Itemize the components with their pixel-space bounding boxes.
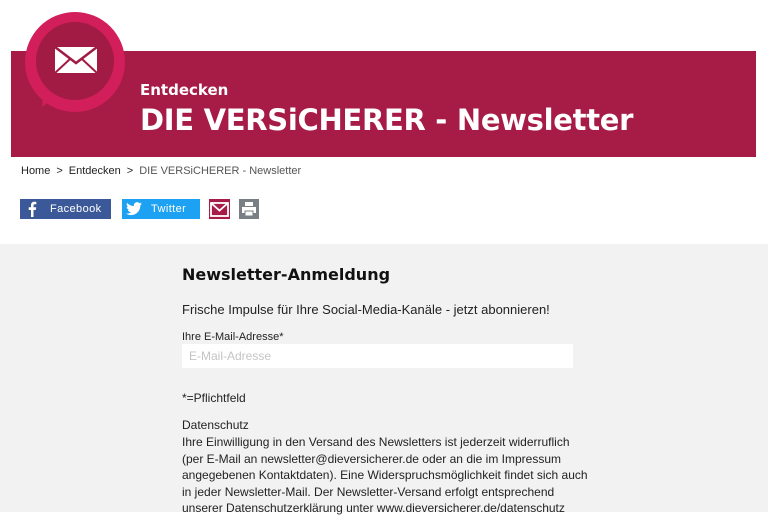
twitter-label: Twitter <box>151 203 187 215</box>
breadcrumb-home[interactable]: Home <box>21 165 51 177</box>
required-note: *=Pflichtfeld <box>182 391 246 405</box>
form-title: Newsletter-Anmeldung <box>182 265 391 284</box>
print-icon <box>241 201 257 217</box>
breadcrumb-separator: > <box>126 165 134 177</box>
envelope-icon <box>54 46 98 74</box>
breadcrumb-current: DIE VERSiCHERER - Newsletter <box>139 165 302 177</box>
page-title: DIE VERSiCHERER - Newsletter <box>140 103 634 137</box>
mail-icon <box>210 201 229 218</box>
breadcrumb <box>21 165 301 177</box>
breadcrumb-entdecken[interactable]: Entdecken <box>68 165 121 177</box>
twitter-icon <box>126 202 142 216</box>
hero-eyebrow: Entdecken <box>140 81 229 99</box>
privacy-heading: Datenschutz <box>182 418 249 432</box>
facebook-label: Facebook <box>50 203 102 215</box>
newsletter-signup-section <box>0 244 768 515</box>
facebook-icon <box>25 201 39 217</box>
twitter-share-button[interactable] <box>122 199 200 219</box>
form-intro: Frische Impulse für Ihre Social-Media-Kanäle - jetzt abonnieren! <box>182 302 550 317</box>
email-input[interactable] <box>182 344 573 368</box>
email-label: Ihre E-Mail-Adresse* <box>182 331 284 343</box>
mail-share-button[interactable] <box>209 199 230 219</box>
privacy-text: Ihre Einwilligung in den Versand des Newsletters ist jederzeit widerruflich (per E-Mail an newsletter@dieversicherer.de oder an die im Impressum angegebenen Kontaktdaten). Eine Widerspruchsmöglichkeit findet sich auch in jeder Newsletter-Mail. Der Newsletter-Versand erfolgt entsprechend unserer Datenschutzerklärung unter www.dieversicherer.de/datenschutz <box>182 435 588 515</box>
facebook-share-button[interactable] <box>20 199 111 219</box>
print-button[interactable] <box>239 199 259 219</box>
breadcrumb-separator: > <box>56 165 63 177</box>
